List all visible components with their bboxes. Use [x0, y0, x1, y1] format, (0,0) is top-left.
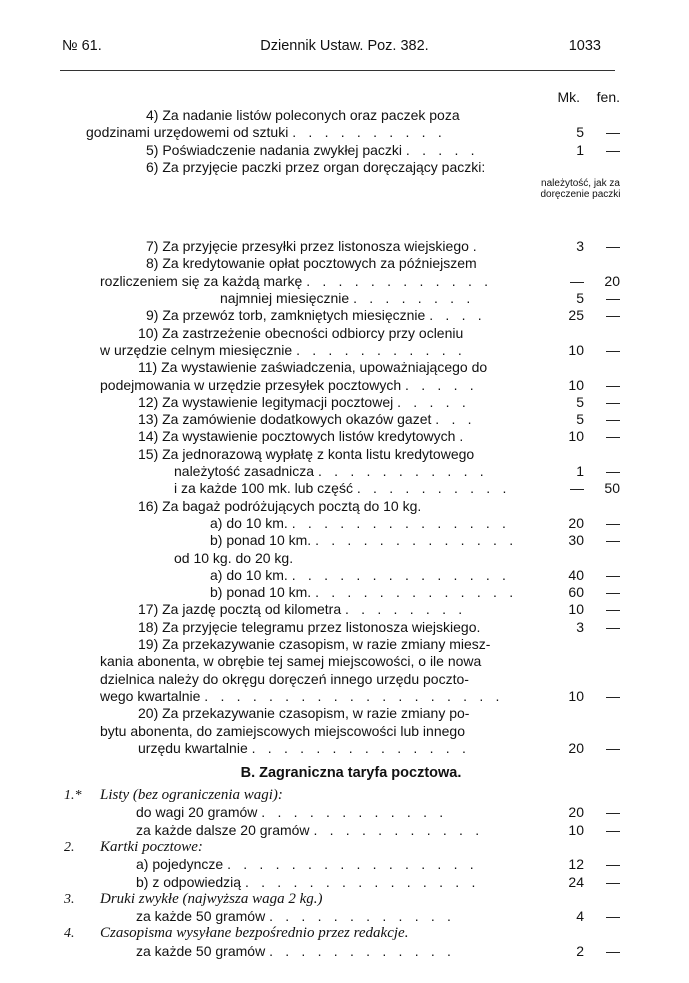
tariff-line: [64, 890, 616, 908]
line-text: [100, 688, 504, 705]
line-label: a) do 10 km.: [210, 566, 288, 583]
line-label: b) ponad 10 km.: [210, 584, 312, 601]
amount-mk: 10: [568, 341, 584, 358]
leader-dots: . . . . . . . . . . .: [296, 341, 466, 358]
amount-mk: —: [570, 272, 584, 289]
line-text: [138, 601, 466, 618]
line-text: [174, 480, 511, 497]
line-text: [174, 463, 488, 480]
leader-dots: . . . . . . . . . . . . .: [315, 532, 518, 549]
line-text: [100, 653, 481, 670]
amount-fen: —: [606, 601, 620, 618]
item-number: 2.: [64, 839, 75, 855]
tariff-line: [86, 411, 620, 428]
amount-mk: 10: [568, 821, 584, 838]
line-label: godzinami urzędowemi od sztuki: [86, 124, 289, 141]
line-label: dzielnica należy do okręgu doręczeń innego urzędu poczto-: [100, 670, 469, 687]
leader-dots: . . . . . . . . . .: [292, 124, 446, 141]
line-label: a) do 10 km.: [210, 514, 288, 531]
tariff-line: [86, 804, 620, 821]
tariff-line: [86, 671, 616, 688]
tariff-line: [86, 723, 616, 740]
leader-dots: . . . . . . . . . .: [356, 480, 511, 497]
tariff-line: [86, 821, 620, 839]
leader-dots: . . . . . . . .: [345, 601, 467, 618]
section-title: B. Zagraniczna taryfa pocztowa.: [240, 765, 462, 782]
line-label: i za każde 100 mk. lub część: [174, 480, 353, 497]
line-text: [146, 142, 479, 159]
amount-fen: —: [606, 307, 620, 324]
line-label: do wagi 20 gramów: [136, 804, 258, 821]
tariff-line: [86, 514, 620, 532]
tariff-line: [86, 705, 616, 722]
amount-fen: —: [606, 856, 620, 873]
amount-fen: —: [606, 873, 620, 890]
leader-dots: . . . . . . . . . . . . . . . .: [227, 856, 478, 873]
line-text: [100, 925, 408, 942]
line-label: 6) Za przyjęcie paczki przez organ doręczający paczki:: [146, 158, 486, 175]
amount-fen: —: [606, 376, 620, 393]
line-text: [138, 636, 490, 653]
leader-dots: . . . . . . . . . . . . .: [315, 584, 518, 601]
line-label: wego kwartalnie: [100, 687, 201, 704]
line-label: 19) Za przekazywanie czasopism, w razie zmiany miesz-: [138, 636, 491, 653]
amount-mk: 5: [576, 393, 584, 410]
line-label: bytu abonenta, do zamiejscowych miejscowości lub innego: [100, 722, 465, 739]
tariff-line: [64, 925, 616, 942]
page-number: 1033: [568, 38, 601, 54]
tariff-line: [86, 942, 620, 960]
line-text: [174, 550, 293, 567]
amount-fen: —: [606, 618, 620, 635]
issue-number: № 61.: [62, 38, 102, 54]
tariff-line: [86, 908, 620, 925]
amount-fen: —: [606, 514, 620, 531]
line-label: w urzędzie celnym miesięcznie: [100, 341, 293, 358]
amount-mk: 40: [568, 566, 584, 583]
amount-fen: —: [606, 584, 620, 601]
line-text: [138, 428, 467, 445]
line-text: [100, 839, 203, 856]
header-rule: [60, 70, 615, 71]
line-text: [138, 619, 480, 636]
amount-fen: —: [606, 821, 620, 838]
tariff-line: [86, 428, 620, 445]
tariff-line: [86, 393, 620, 411]
tariff-line: [86, 856, 620, 873]
amount-mk: 25: [568, 307, 584, 324]
line-text: [138, 394, 470, 411]
amount-fen: —: [606, 393, 620, 410]
line-text: [100, 377, 478, 394]
page-header: [0, 34, 689, 58]
line-text: [136, 804, 447, 821]
note-text: należytość, jak za doręczenie paczki: [540, 178, 621, 201]
line-text: [138, 325, 463, 342]
leader-dots: .: [459, 428, 468, 445]
leader-dots: .: [472, 238, 481, 255]
tariff-line: [86, 739, 620, 757]
line-label: 14) Za wystawienie pocztowych listów kredytowych: [138, 428, 456, 445]
line-label: urzędu kwartalnie: [138, 739, 248, 756]
tariff-line: [86, 584, 620, 601]
line-text: [210, 515, 510, 532]
tariff-line: [86, 141, 620, 159]
line-text: [146, 238, 481, 255]
line-label: rozliczeniem się za każdą markę: [100, 272, 303, 289]
line-text: [136, 874, 480, 891]
tariff-line: [86, 341, 620, 359]
amount-fen: —: [606, 124, 620, 141]
line-label: 4) Za nadanie listów poleconych oraz paczek poza: [146, 107, 460, 123]
leader-dots: . . . . . . . . . . .: [313, 821, 484, 838]
line-label: 20) Za przekazywanie czasopism, w razie zmiany po-: [138, 705, 470, 722]
tariff-line: [86, 107, 616, 124]
line-label: 17) Za jazdę pocztą od kilometra: [138, 601, 342, 618]
amount-fen: —: [606, 463, 620, 480]
amount-fen: 20: [604, 272, 620, 289]
tariff-group-1: [86, 107, 620, 176]
line-text: [138, 705, 469, 722]
line-label: 11) Za wystawienie zaświadczenia, upoważniającego do: [138, 359, 488, 376]
amount-mk: 20: [568, 514, 584, 531]
line-label: 18) Za przyjęcie telegramu przez listonosza wiejskiego.: [138, 618, 481, 635]
leader-dots: . . . . .: [397, 393, 470, 410]
amount-mk: —: [570, 480, 584, 497]
tariff-line: [86, 653, 616, 670]
line-text: [146, 159, 485, 176]
amount-mk: 12: [568, 856, 584, 873]
tariff-line: [86, 463, 620, 480]
amount-mk: 1: [576, 141, 584, 158]
leader-dots: . . . . . . . . . . . .: [269, 942, 456, 959]
line-text: [136, 822, 483, 839]
tariff-line: [86, 446, 616, 463]
line-text: [138, 411, 476, 428]
note-block: [86, 176, 621, 238]
line-text: [136, 943, 455, 960]
line-text: [100, 671, 469, 688]
leader-dots: . . . . . . . . . . . . . .: [291, 566, 511, 583]
amount-mk: 10: [568, 376, 584, 393]
amount-fen: —: [606, 687, 620, 704]
tariff-line: [86, 325, 616, 342]
amount-mk: 1: [576, 463, 584, 480]
item-number: 3.: [64, 891, 75, 907]
leader-dots: . . . . .: [405, 141, 479, 158]
line-label: najmniej miesięcznie: [220, 290, 350, 307]
line-text: [138, 359, 487, 376]
line-label: Kartki pocztowe:: [100, 838, 203, 855]
leader-dots: . . . . .: [405, 376, 478, 393]
line-label: 10) Za zastrzeżenie obecności odbiorcy przy ocleniu: [138, 324, 464, 341]
amount-fen: —: [606, 532, 620, 549]
tariff-line: [86, 307, 620, 324]
tariff-line: [86, 601, 620, 618]
item-number: 4.: [64, 926, 75, 942]
tariff-line: [86, 124, 620, 141]
line-label: 7) Za przyjęcie przesyłki przez listonosza wiejskiego: [146, 238, 469, 255]
line-label: należytość zasadnicza: [174, 463, 315, 480]
line-label: b) z odpowiedzią: [136, 873, 242, 890]
leader-dots: . . .: [435, 411, 476, 428]
leader-dots: . . . . . . . .: [353, 290, 475, 307]
leader-dots: . . . . . . . . . . . .: [261, 804, 448, 821]
line-label: 15) Za jednorazową wypłatę z konta listu kredytowego: [138, 445, 475, 462]
amount-mk: 3: [576, 238, 584, 255]
tariff-line: [86, 272, 620, 290]
amount-fen: —: [606, 290, 620, 307]
amount-mk: 5: [576, 124, 584, 141]
tariff-group-3: [64, 787, 620, 960]
amount-fen: —: [606, 341, 620, 358]
tariff-line: [86, 873, 620, 891]
line-label: za każde 50 gramów: [136, 942, 266, 959]
line-text: [210, 584, 517, 601]
leader-dots: . . . . . . . . . . . .: [269, 908, 456, 925]
amount-mk: 60: [568, 584, 584, 601]
tariff-line: [86, 238, 620, 255]
amount-mk: 5: [576, 411, 584, 428]
amount-fen: —: [606, 566, 620, 583]
line-text: [146, 107, 460, 124]
amount-fen: —: [606, 739, 620, 756]
line-text: [138, 446, 474, 463]
amount-fen: —: [606, 942, 620, 959]
amount-fen: —: [606, 141, 620, 158]
amount-mk: 10: [568, 687, 584, 704]
amount-mk: 24: [568, 873, 584, 890]
tariff-line: [86, 255, 616, 272]
amount-mk: 5: [576, 290, 584, 307]
line-label: 12) Za wystawienie legitymacji pocztowej: [138, 393, 394, 410]
section-b-heading: [86, 757, 616, 787]
amount-fen: —: [606, 428, 620, 445]
tariff-line: [86, 636, 616, 653]
amount-fen: —: [606, 411, 620, 428]
line-text: [100, 787, 283, 804]
line-label: a) pojedyncze: [136, 856, 224, 873]
amount-mk: 20: [568, 739, 584, 756]
line-text: [220, 290, 474, 307]
line-label: Druki zwykłe (najwyższa waga 2 kg.): [100, 890, 323, 907]
line-label: 5) Poświadczenie nadania zwykłej paczki: [146, 141, 403, 158]
line-label: podejmowania w urzędzie przesyłek pocztowych: [100, 376, 402, 393]
tariff-line: [86, 687, 620, 705]
units-header: [86, 89, 620, 107]
line-text: [136, 856, 478, 873]
tariff-line: [86, 290, 620, 307]
amount-mk: 30: [568, 532, 584, 549]
line-text: [136, 908, 455, 925]
header-title: Dziennik Ustaw. Poz. 382.: [260, 38, 429, 54]
line-label: 16) Za bagaż podróżujących pocztą do 10 kg.: [138, 497, 422, 514]
line-text: [100, 723, 465, 740]
tariff-line: [86, 532, 620, 549]
amount-mk: 3: [576, 618, 584, 635]
line-text: [138, 740, 470, 757]
line-label: kania abonenta, w obrębie tej samej miejscowości, o ile nowa: [100, 653, 482, 670]
leader-dots: . . . . . . . . . . .: [317, 463, 488, 480]
tariff-line: [86, 359, 616, 376]
line-label: za każde 50 gramów: [136, 908, 266, 925]
leader-dots: . . . . . . . . . . . . . .: [291, 514, 511, 531]
line-label: 13) Za zamówienie dodatkowych okazów gazet: [138, 411, 432, 428]
amount-mk: 2: [576, 942, 584, 959]
line-text: [210, 532, 517, 549]
line-label: Czasopisma wysyłane bezpośrednio przez redakcje.: [100, 925, 409, 942]
item-number: 1.*: [64, 788, 82, 804]
line-label: od 10 kg. do 20 kg.: [174, 549, 294, 566]
tariff-line: [86, 376, 620, 394]
line-text: [146, 255, 477, 272]
amount-mk: 10: [568, 601, 584, 618]
tariff-line: [86, 498, 616, 515]
tariff-line: [86, 550, 616, 567]
tariff-line: [64, 838, 616, 856]
tariff-line: [86, 159, 616, 176]
line-label: Listy (bez ograniczenia wagi):: [100, 787, 283, 804]
leader-dots: . . . . . . . . . . . . . . .: [244, 873, 480, 890]
line-label: 8) Za kredytowanie opłat pocztowych za późniejszem: [146, 255, 477, 272]
line-text: [146, 307, 486, 324]
amount-fen: —: [606, 908, 620, 925]
tariff-line: [64, 787, 616, 804]
unit-fen: fen.: [596, 89, 620, 105]
line-text: [210, 567, 510, 584]
amount-mk: 4: [576, 908, 584, 925]
leader-dots: . . . . . . . . . . . .: [306, 272, 493, 289]
unit-mk: Mk.: [557, 89, 580, 105]
leader-dots: . . . . . . . . . . . . . . . . . . .: [204, 687, 504, 704]
line-label: b) ponad 10 km.: [210, 532, 312, 549]
line-text: [100, 342, 466, 359]
amount-fen: —: [606, 238, 620, 255]
leader-dots: . . . . . . . . . . . . . .: [251, 739, 471, 756]
amount-fen: —: [606, 804, 620, 821]
amount-mk: 10: [568, 428, 584, 445]
amount-mk: 20: [568, 804, 584, 821]
tariff-line: [86, 480, 620, 497]
leader-dots: . . . .: [429, 307, 486, 324]
line-label: za każde dalsze 20 gramów: [136, 821, 310, 838]
tariff-body: [64, 89, 621, 960]
line-label: 9) Za przewóz torb, zamkniętych miesięcznie: [146, 307, 426, 324]
line-text: [100, 273, 492, 290]
line-text: [100, 891, 322, 908]
amount-fen: 50: [604, 480, 620, 497]
tariff-line: [86, 618, 620, 636]
tariff-line: [86, 566, 620, 584]
line-text: [138, 498, 421, 515]
tariff-group-2: [86, 238, 620, 757]
line-text: [86, 124, 446, 141]
